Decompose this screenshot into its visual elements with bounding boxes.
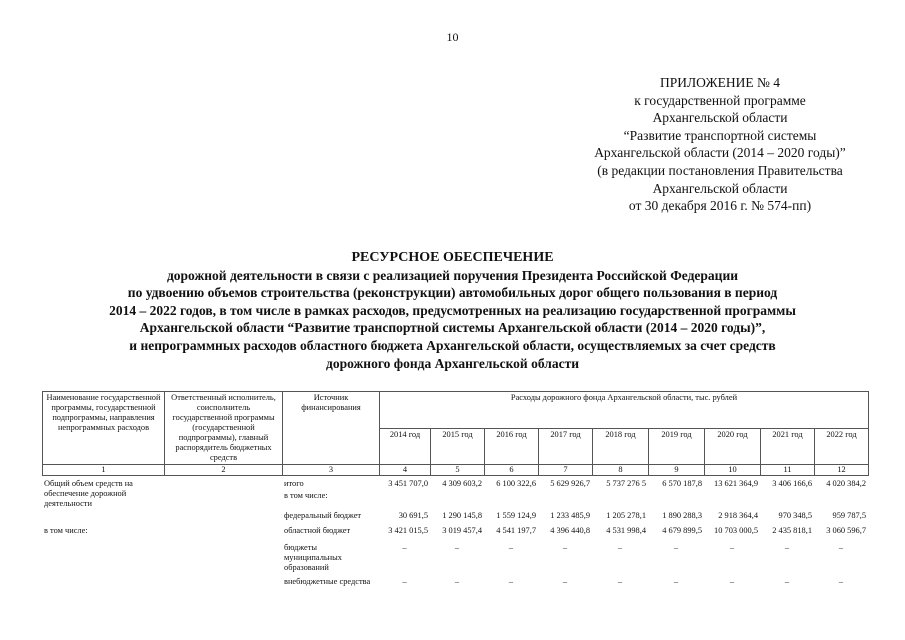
- table-cell: [430, 491, 484, 511]
- row-executor: [164, 511, 282, 526]
- table-cell: –: [673, 543, 679, 552]
- table-cell: –: [784, 543, 790, 552]
- table-row: [42, 511, 868, 526]
- header-year: 2018 год: [593, 428, 649, 465]
- table-cell: –: [562, 543, 568, 552]
- appendix-line: (в редакции постановления Правительства: [597, 162, 843, 178]
- table-cell: 1 205 278,1: [606, 511, 646, 520]
- title-line: дорожной деятельности в связи с реализацией поручения Президента Российской Федерации: [166, 267, 739, 283]
- appendix-line: “Развитие транспортной системы: [623, 127, 817, 143]
- table-cell: 1 233 485,9: [550, 511, 590, 520]
- table-cell: 4 309 603,2: [442, 479, 482, 488]
- column-number: 5: [431, 465, 485, 476]
- row-source: областной бюджет: [284, 526, 351, 535]
- column-number: 8: [593, 465, 649, 476]
- column-number: 10: [705, 465, 761, 476]
- row-label: Общий объем средств на обеспечение дорожной деятельности: [44, 479, 133, 508]
- table-row: [42, 577, 868, 599]
- table-cell: 6 570 187,8: [662, 479, 702, 488]
- table-cell: [379, 491, 430, 511]
- row-label: в том числе:: [44, 526, 88, 535]
- table-cell: 3 421 015,5: [388, 526, 428, 535]
- table-cell: [538, 491, 592, 511]
- table-cell: 4 541 197,7: [496, 526, 536, 535]
- table-cell: –: [562, 577, 568, 586]
- table-cell: 13 621 364,9: [714, 479, 758, 488]
- table-cell: –: [508, 577, 514, 586]
- table-cell: –: [673, 577, 679, 586]
- table-cell: 30 691,5: [398, 511, 428, 520]
- header-year: 2015 год: [431, 428, 485, 465]
- appendix-line: ПРИЛОЖЕНИЕ № 4: [659, 75, 781, 90]
- row-executor: [164, 526, 282, 543]
- table-row: [42, 543, 868, 577]
- table-cell: 959 787,5: [832, 511, 866, 520]
- table-cell: 1 290 145,8: [442, 511, 482, 520]
- table-cell: [704, 491, 760, 511]
- appendix-line: Архангельской области: [652, 110, 788, 126]
- header-year: 2022 год: [815, 428, 869, 465]
- column-number: 4: [380, 465, 431, 476]
- table-cell: [592, 491, 648, 511]
- column-number: 9: [649, 465, 705, 476]
- title-line: по удвоению объемов строительства (реконструкции) автомобильных дорог общего пользования в период: [127, 285, 778, 301]
- table-cell: –: [617, 543, 623, 552]
- appendix-block: [520, 74, 905, 215]
- row-executor: [164, 491, 282, 511]
- table-cell: 1 890 288,3: [662, 511, 702, 520]
- table-cell: –: [838, 577, 844, 586]
- header-year: 2020 год: [705, 428, 761, 465]
- table-cell: 1 559 124,9: [496, 511, 536, 520]
- table-cell: 4 531 998,4: [606, 526, 646, 535]
- page-number: 10: [446, 30, 459, 44]
- resource-table-body: [42, 479, 868, 599]
- header-year: 2021 год: [761, 428, 815, 465]
- row-label: [42, 577, 164, 599]
- header-executor: Ответственный исполнитель, соисполнитель государственной программы (государственной подпрограммы), главный распорядитель бюджетных средств: [165, 392, 283, 465]
- header-year: 2014 год: [380, 428, 431, 465]
- table-cell: 2 435 818,1: [772, 526, 812, 535]
- column-number: 2: [165, 465, 283, 476]
- table-cell: 3 406 166,6: [772, 479, 812, 488]
- table-cell: [814, 491, 868, 511]
- row-source: внебюджетные средства: [284, 577, 371, 586]
- header-name: Наименование государственной программы, государственной подпрограммы, направления непрограммных расходов: [43, 392, 165, 465]
- header-source: Источник финансирования: [283, 392, 380, 465]
- table-cell: –: [617, 577, 623, 586]
- row-source: итого: [284, 479, 304, 488]
- table-cell: –: [784, 577, 790, 586]
- title-line: дорожного фонда Архангельской области: [326, 355, 579, 371]
- table-cell: 3 451 707,0: [388, 479, 428, 488]
- title-line: 2014 – 2022 годов, в том числе в рамках расходов, предусмотренных на реализацию государственной программы: [109, 302, 796, 318]
- column-number: 11: [761, 465, 815, 476]
- table-cell: –: [454, 577, 460, 586]
- table-row: [42, 479, 868, 491]
- table-cell: –: [729, 577, 735, 586]
- appendix-line: от 30 декабря 2016 г. № 574-пп): [628, 198, 812, 214]
- table-cell: –: [729, 543, 735, 552]
- table-cell: 4 396 440,8: [550, 526, 590, 535]
- table-cell: 4 679 899,5: [662, 526, 702, 535]
- row-label: [42, 543, 164, 577]
- column-number: 7: [539, 465, 593, 476]
- table-cell: 6 100 322,6: [496, 479, 536, 488]
- document-title: [80, 249, 825, 372]
- table-cell: 10 703 000,5: [714, 526, 758, 535]
- appendix-line: Архангельской области: [652, 180, 788, 196]
- row-executor: [164, 543, 282, 577]
- table-cell: –: [402, 577, 407, 586]
- title-line: Архангельской области “Развитие транспортной системы Архангельской области (2014 – 2020 годы)”,: [139, 320, 766, 336]
- header-year: 2017 год: [539, 428, 593, 465]
- column-number: 12: [815, 465, 869, 476]
- table-cell: –: [402, 543, 407, 552]
- header-expenses: Расходы дорожного фонда Архангельской области, тыс. рублей: [380, 392, 869, 429]
- table-cell: 5 737 276 5: [606, 479, 646, 488]
- column-number: 1: [43, 465, 165, 476]
- row-source: федеральный бюджет: [284, 511, 362, 520]
- row-source: в том числе:: [284, 491, 328, 500]
- column-number: 3: [283, 465, 380, 476]
- table-cell: 3 019 457,4: [442, 526, 482, 535]
- resource-table-header: [42, 391, 869, 476]
- title-line: и непрограммных расходов областного бюджета Архангельской области, осуществляемых за счет средств: [129, 337, 776, 353]
- appendix-line: к государственной программе: [634, 92, 806, 108]
- table-cell: 4 020 384,2: [826, 479, 866, 488]
- table-cell: [760, 491, 814, 511]
- header-year: 2016 год: [485, 428, 539, 465]
- row-label: [42, 511, 164, 526]
- table-cell: 3 060 596,7: [826, 526, 866, 535]
- table-cell: –: [838, 543, 844, 552]
- header-year: 2019 год: [649, 428, 705, 465]
- column-number: 6: [485, 465, 539, 476]
- table-cell: 5 629 926,7: [550, 479, 590, 488]
- row-executor: [164, 577, 282, 599]
- row-source: бюджеты муниципальных образований: [284, 543, 342, 572]
- table-cell: [648, 491, 704, 511]
- table-cell: 970 348,5: [778, 511, 812, 520]
- table-row: [42, 526, 868, 543]
- table-row: [42, 491, 868, 511]
- row-executor: [164, 479, 282, 491]
- title-main: РЕСУРСНОЕ ОБЕСПЕЧЕНИЕ: [351, 250, 554, 265]
- table-cell: –: [454, 543, 460, 552]
- table-cell: –: [508, 543, 514, 552]
- table-cell: [484, 491, 538, 511]
- appendix-line: Архангельской области (2014 – 2020 годы)”: [594, 145, 846, 161]
- table-cell: 2 918 364,4: [718, 511, 758, 520]
